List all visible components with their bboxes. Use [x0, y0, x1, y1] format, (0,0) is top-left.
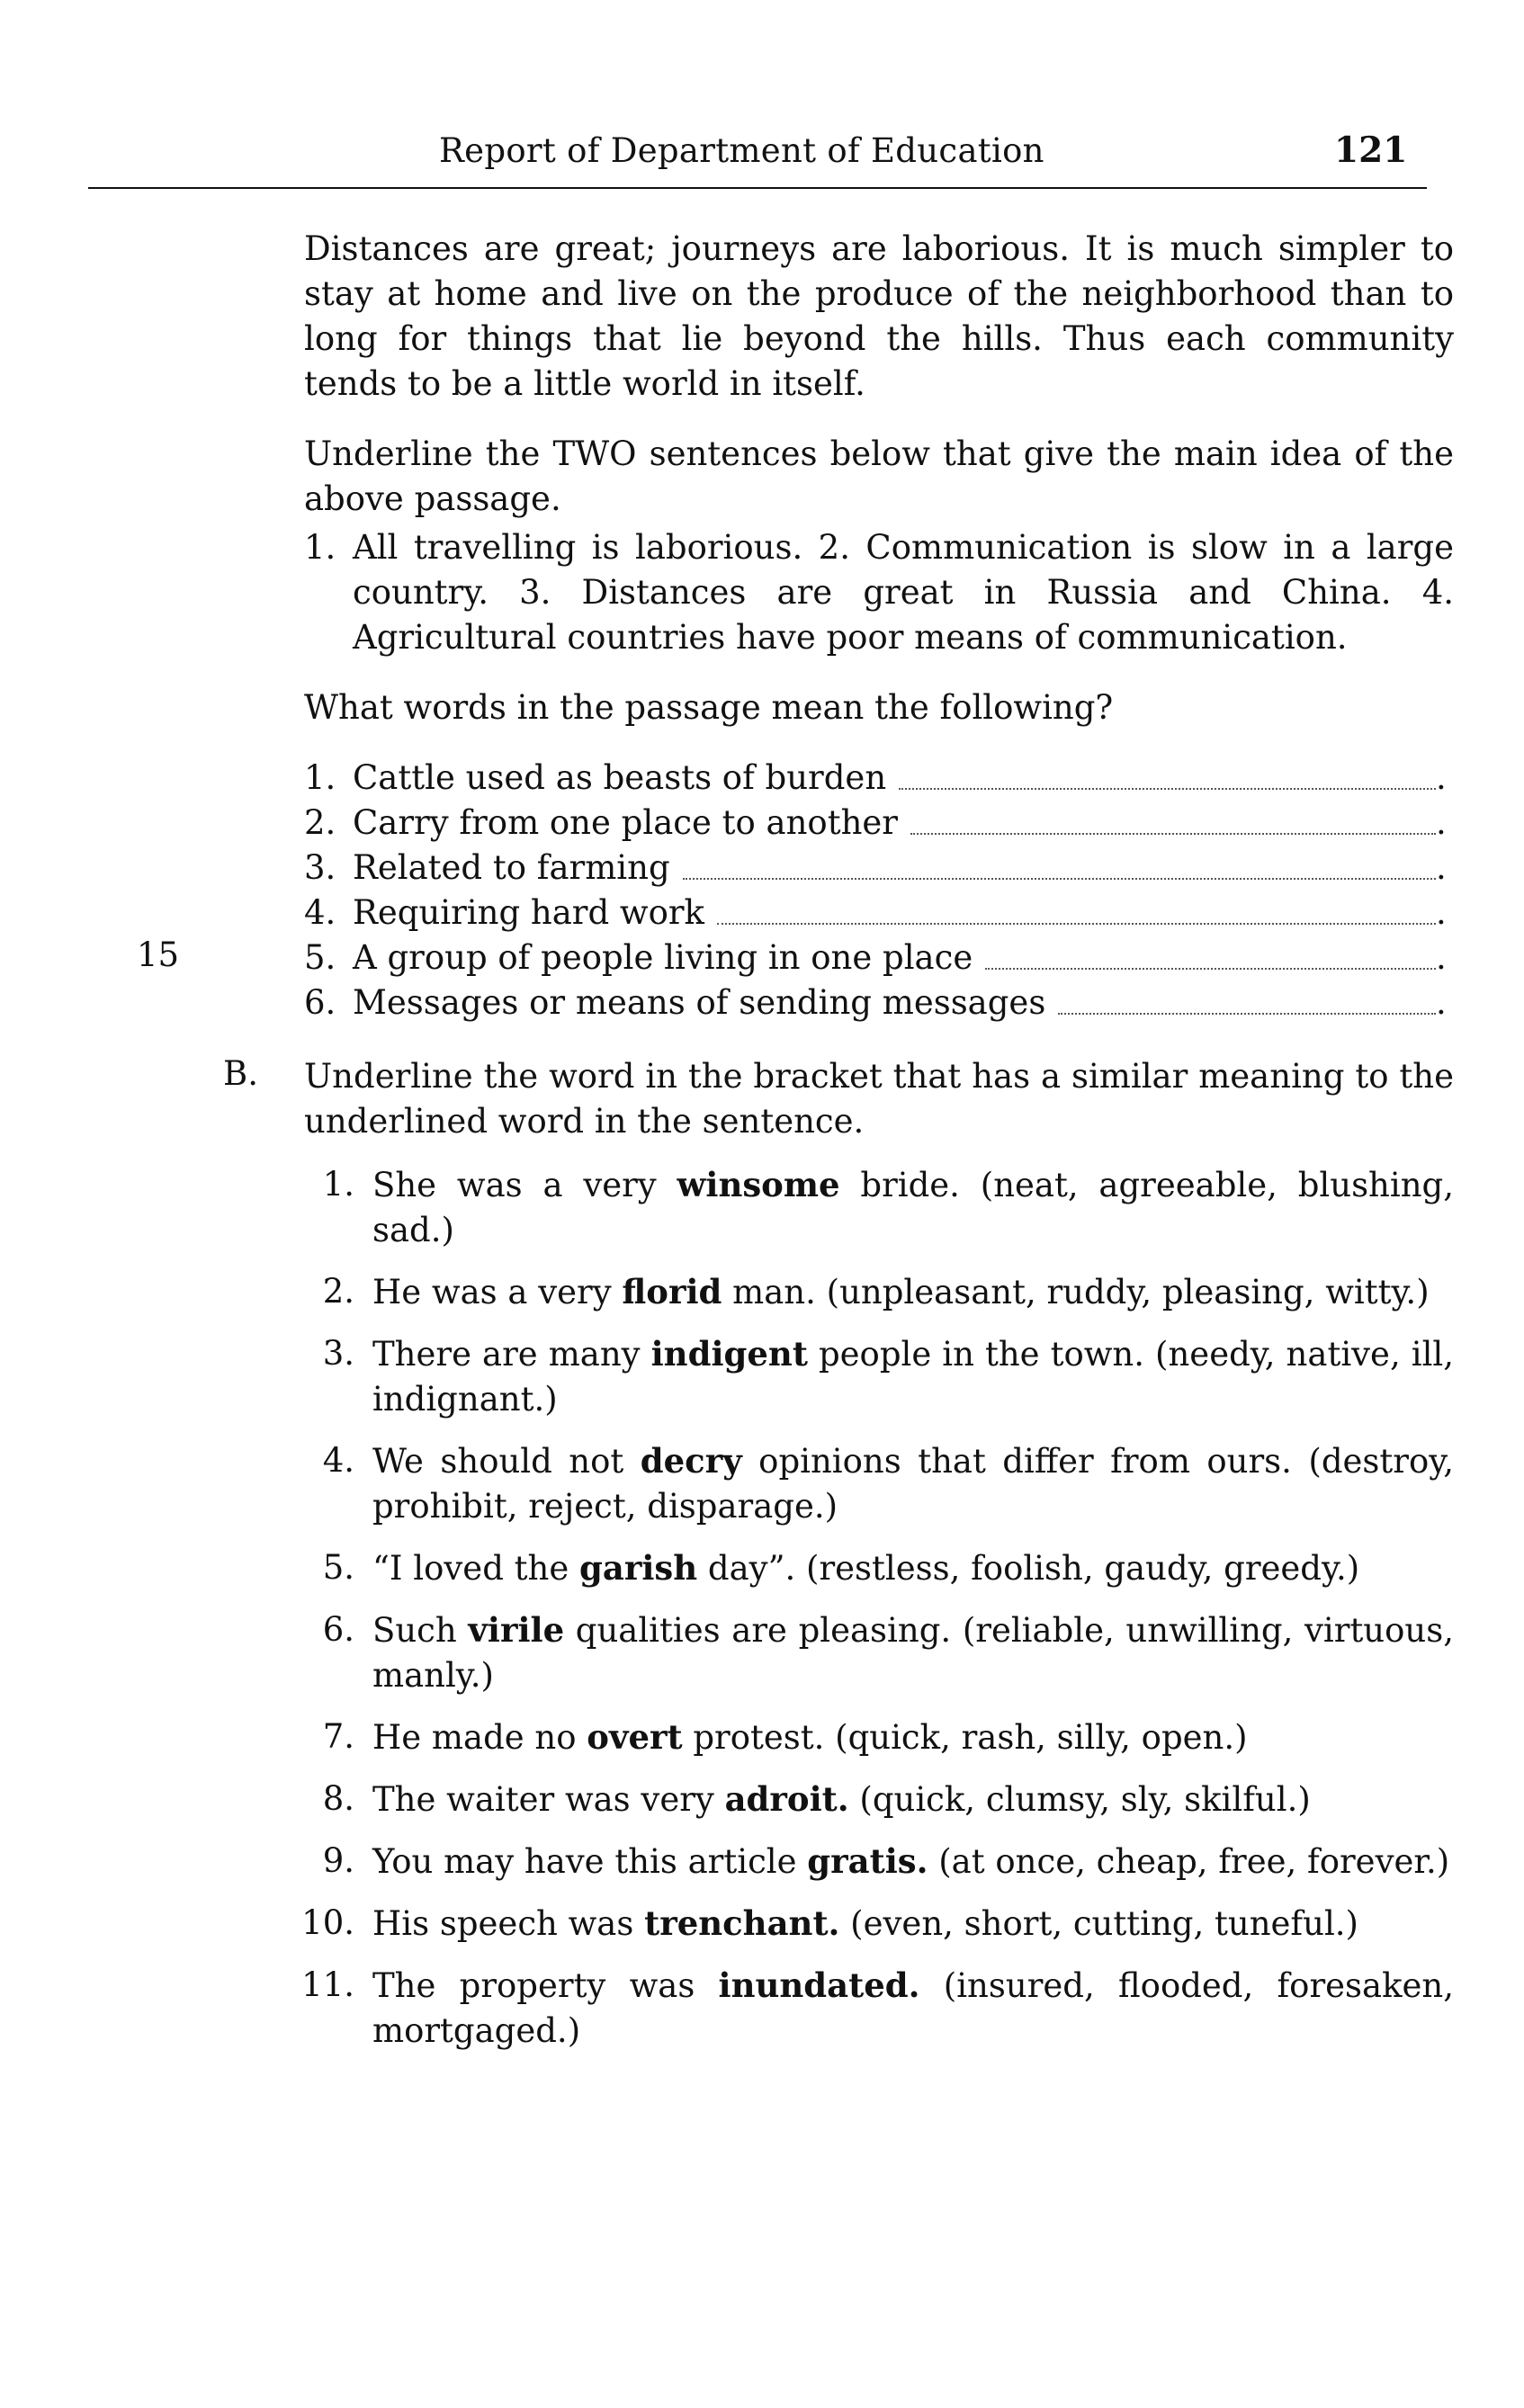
target-word: winsome: [677, 1165, 840, 1204]
item-text: Related to farming: [353, 848, 670, 887]
sentence-start: His speech was: [372, 1904, 645, 1943]
item-number: 7.: [322, 1717, 354, 1756]
sentence-options: qualities are pleasing. (reliable, unwilling, virtuous, manly.): [372, 1611, 1454, 1695]
sentence-options: (insured, flooded, foresaken, mortgaged.): [372, 1966, 1454, 2050]
main-idea-instruction: Underline the TWO sentences below that give the main idea of the above passage.: [304, 434, 1454, 518]
passage-text: Distances are great; journeys are laborious. It is much simpler to stay at home and live on the produce of the neighborhood than to long for things that lie beyond the hills. Thus each community tends to be a little world in itself.: [304, 229, 1454, 403]
answer-blank[interactable]: [899, 788, 1436, 790]
item-text: A group of people living in one place: [353, 938, 973, 977]
item-number: 10.: [301, 1903, 354, 1942]
list-item: [281, 1545, 1454, 1591]
main-idea-options-number: 1.: [304, 528, 336, 567]
item-sentence: [372, 1331, 1454, 1422]
item-number: 1.: [322, 1165, 354, 1204]
main-idea-instruction-block: [304, 432, 1454, 522]
item-end-mark: .: [1436, 848, 1447, 887]
list-item: [304, 756, 1447, 801]
item-sentence: [372, 1269, 1454, 1315]
sentence-options: day”. (restless, foolish, gaudy, greedy.): [697, 1549, 1360, 1588]
target-word: indigent: [650, 1334, 808, 1374]
item-sentence: [372, 1777, 1454, 1822]
item-text: Carry from one place to another: [353, 803, 898, 842]
main-idea-options-text: All travelling is laborious. 2. Communication is slow in a large country. 3. Distances are great in Russia and China. 4. Agricultural countries have poor means of communication.: [353, 528, 1454, 657]
word-meaning-question: What words in the passage mean the following?: [304, 688, 1114, 727]
list-item: [304, 846, 1447, 891]
list-item: [281, 1839, 1454, 1884]
target-word: overt: [587, 1717, 683, 1757]
section-b-instruction: Underline the word in the bracket that has a similar meaning to the underlined word in the sentence.: [304, 1057, 1454, 1141]
sentence-start: “I loved the: [372, 1549, 580, 1588]
item-number: 9.: [322, 1841, 354, 1880]
list-item: [281, 1162, 1454, 1253]
item-number: 3.: [322, 1334, 354, 1373]
list-item: [281, 1777, 1454, 1822]
sentence-start: Such: [372, 1611, 469, 1650]
target-word: florid: [622, 1272, 722, 1311]
item-text: Requiring hard work: [353, 893, 704, 932]
main-idea-options: [304, 525, 1454, 660]
item-end-mark: .: [1436, 758, 1447, 797]
list-item: [304, 891, 1447, 935]
target-word: inundated.: [718, 1965, 920, 2005]
list-item: [304, 801, 1447, 846]
item-number: 4.: [322, 1441, 354, 1480]
vocabulary-list: [281, 1162, 1454, 2054]
answer-blank[interactable]: [985, 968, 1436, 970]
item-text: Cattle used as beasts of burden: [353, 758, 887, 797]
item-number: 5.: [322, 1548, 354, 1587]
item-sentence: [372, 1901, 1454, 1947]
sentence-options: (quick, clumsy, sly, skilful.): [848, 1780, 1311, 1819]
item-number: 6.: [322, 1610, 354, 1649]
item-end-mark: .: [1436, 803, 1447, 842]
list-item: [281, 1607, 1454, 1698]
sentence-options: (at once, cheap, free, forever.): [928, 1842, 1450, 1881]
sentence-options: people in the town. (needy, native, ill, indignant.): [372, 1335, 1455, 1419]
sentence-start: You may have this article: [372, 1842, 808, 1881]
list-item: [281, 1901, 1454, 1947]
target-word: adroit.: [724, 1779, 849, 1819]
list-item: [281, 1714, 1454, 1760]
target-word: gratis.: [807, 1841, 928, 1881]
answer-blank[interactable]: [1058, 1013, 1436, 1015]
list-item: [281, 1963, 1454, 2054]
sentence-options: bride. (neat, agreeable, blushing, sad.): [372, 1166, 1454, 1249]
answer-blank[interactable]: [910, 833, 1436, 835]
item-sentence: [372, 1839, 1454, 1884]
answer-blank[interactable]: [717, 923, 1436, 925]
target-word: virile: [468, 1610, 565, 1650]
item-end-mark: .: [1436, 938, 1447, 977]
list-item: [281, 1331, 1454, 1422]
section-letter: B.: [223, 1054, 258, 1093]
sentence-start: We should not: [372, 1442, 641, 1481]
item-number: 6.: [304, 983, 336, 1022]
target-word: decry: [640, 1441, 742, 1481]
item-number: 2.: [322, 1272, 354, 1311]
item-sentence: [372, 1607, 1454, 1698]
page-number: 121: [1334, 130, 1408, 171]
sentence-options: opinions that differ from ours. (destroy, prohibit, reject, disparage.): [372, 1442, 1454, 1526]
item-sentence: [372, 1545, 1454, 1591]
item-number: 3.: [304, 848, 336, 887]
list-item: [304, 935, 1447, 980]
sentence-options: (even, short, cutting, tuneful.): [839, 1904, 1358, 1943]
main-idea-options-item: [304, 525, 1454, 660]
sentence-start: The waiter was very: [372, 1780, 725, 1819]
answer-blank[interactable]: [683, 878, 1436, 880]
item-number: 5.: [304, 938, 336, 977]
margin-line-number: 15: [137, 935, 180, 974]
section-b-instruction-block: [304, 1054, 1454, 1144]
item-sentence: [372, 1963, 1454, 2054]
item-number: 8.: [322, 1779, 354, 1818]
list-item: [281, 1438, 1454, 1529]
item-number: 2.: [304, 803, 336, 842]
sentence-start: He was a very: [372, 1273, 623, 1311]
list-item: [304, 980, 1447, 1025]
item-text: Messages or means of sending messages: [353, 983, 1046, 1022]
item-sentence: [372, 1714, 1454, 1760]
list-item: [281, 1269, 1454, 1315]
header-rule: [88, 187, 1427, 189]
target-word: garish: [579, 1548, 698, 1588]
word-meaning-list: [304, 756, 1447, 1025]
word-meaning-question-block: [304, 685, 1454, 730]
running-header-title: Report of Department of Education: [439, 131, 1044, 170]
sentence-options: man. (unpleasant, ruddy, pleasing, witty.): [722, 1273, 1430, 1311]
item-sentence: [372, 1438, 1454, 1529]
item-end-mark: .: [1436, 893, 1447, 932]
item-number: 1.: [304, 758, 336, 797]
sentence-start: There are many: [372, 1335, 651, 1374]
item-number: 4.: [304, 893, 336, 932]
item-end-mark: .: [1436, 983, 1447, 1022]
sentence-options: protest. (quick, rash, silly, open.): [682, 1718, 1248, 1757]
sentence-start: The property was: [372, 1966, 719, 2005]
sentence-start: He made no: [372, 1718, 587, 1757]
target-word: trenchant.: [644, 1903, 840, 1943]
sentence-start: She was a very: [372, 1166, 677, 1204]
item-number: 11.: [301, 1965, 354, 2004]
item-sentence: [372, 1162, 1454, 1253]
reading-passage: [304, 227, 1454, 407]
